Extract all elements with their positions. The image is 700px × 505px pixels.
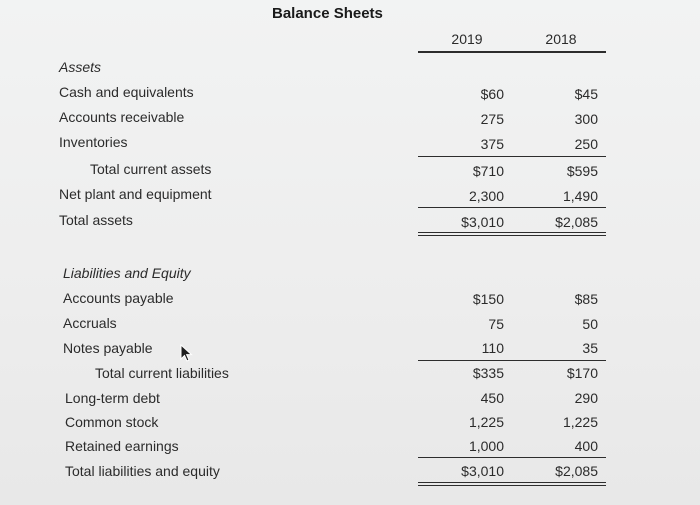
subtotal-rule xyxy=(418,457,606,458)
row-label: Common stock xyxy=(65,414,159,430)
row-label: Retained earnings xyxy=(65,438,179,454)
page-title: Balance Sheets xyxy=(272,5,383,22)
value-2019: $335 xyxy=(472,365,504,381)
value-2018: $85 xyxy=(574,291,598,307)
row-label: Total assets xyxy=(59,212,133,228)
column-header-2018: 2018 xyxy=(545,31,577,47)
subtotal-rule xyxy=(418,156,606,157)
value-2018: 50 xyxy=(582,316,598,332)
value-2019: 75 xyxy=(488,316,504,332)
total-double-rule xyxy=(418,232,606,233)
row-label: Cash and equivalents xyxy=(59,84,194,100)
value-2018: $170 xyxy=(566,365,598,381)
value-2019: 1,000 xyxy=(468,438,504,454)
header-rule xyxy=(418,51,606,53)
liabilities-heading: Liabilities and Equity xyxy=(63,265,191,281)
value-2018: 1,490 xyxy=(562,188,598,204)
mouse-pointer-icon xyxy=(180,344,194,362)
row-label: Total current liabilities xyxy=(95,365,229,381)
value-2019: $60 xyxy=(480,86,504,102)
value-2019: 2,300 xyxy=(468,188,504,204)
value-2019: 375 xyxy=(480,136,504,152)
row-label: Accruals xyxy=(63,315,117,331)
value-2018: 250 xyxy=(574,136,598,152)
value-2019: 110 xyxy=(481,340,504,356)
value-2019: $710 xyxy=(472,163,504,179)
subtotal-rule xyxy=(418,207,606,208)
value-2018: $595 xyxy=(566,163,598,179)
row-label: Notes payable xyxy=(63,340,153,356)
row-label: Net plant and equipment xyxy=(59,186,212,202)
value-2019: 1,225 xyxy=(468,414,504,430)
value-2018: 300 xyxy=(574,111,598,127)
value-2018: 290 xyxy=(574,390,598,406)
row-label: Long-term debt xyxy=(65,390,160,406)
row-label: Inventories xyxy=(59,134,128,150)
value-2018: 400 xyxy=(574,438,598,454)
value-2019: $3,010 xyxy=(461,214,504,230)
value-2019: $3,010 xyxy=(461,463,504,479)
value-2019: $150 xyxy=(472,291,504,307)
value-2018: $45 xyxy=(574,86,598,102)
total-double-rule xyxy=(418,482,606,483)
value-2018: $2,085 xyxy=(555,463,598,479)
value-2019: 275 xyxy=(480,111,504,127)
subtotal-rule xyxy=(418,360,606,361)
row-label: Accounts receivable xyxy=(59,109,185,125)
value-2018: $2,085 xyxy=(555,214,598,230)
row-label: Total liabilities and equity xyxy=(65,463,220,479)
total-double-rule xyxy=(418,235,606,236)
row-label: Total current assets xyxy=(90,161,212,177)
value-2018: 35 xyxy=(582,340,598,356)
column-header-2019: 2019 xyxy=(451,31,483,47)
value-2018: 1,225 xyxy=(562,414,598,430)
row-label: Accounts payable xyxy=(63,290,174,306)
total-double-rule xyxy=(418,485,606,486)
assets-heading: Assets xyxy=(59,59,102,75)
value-2019: 450 xyxy=(480,390,504,406)
